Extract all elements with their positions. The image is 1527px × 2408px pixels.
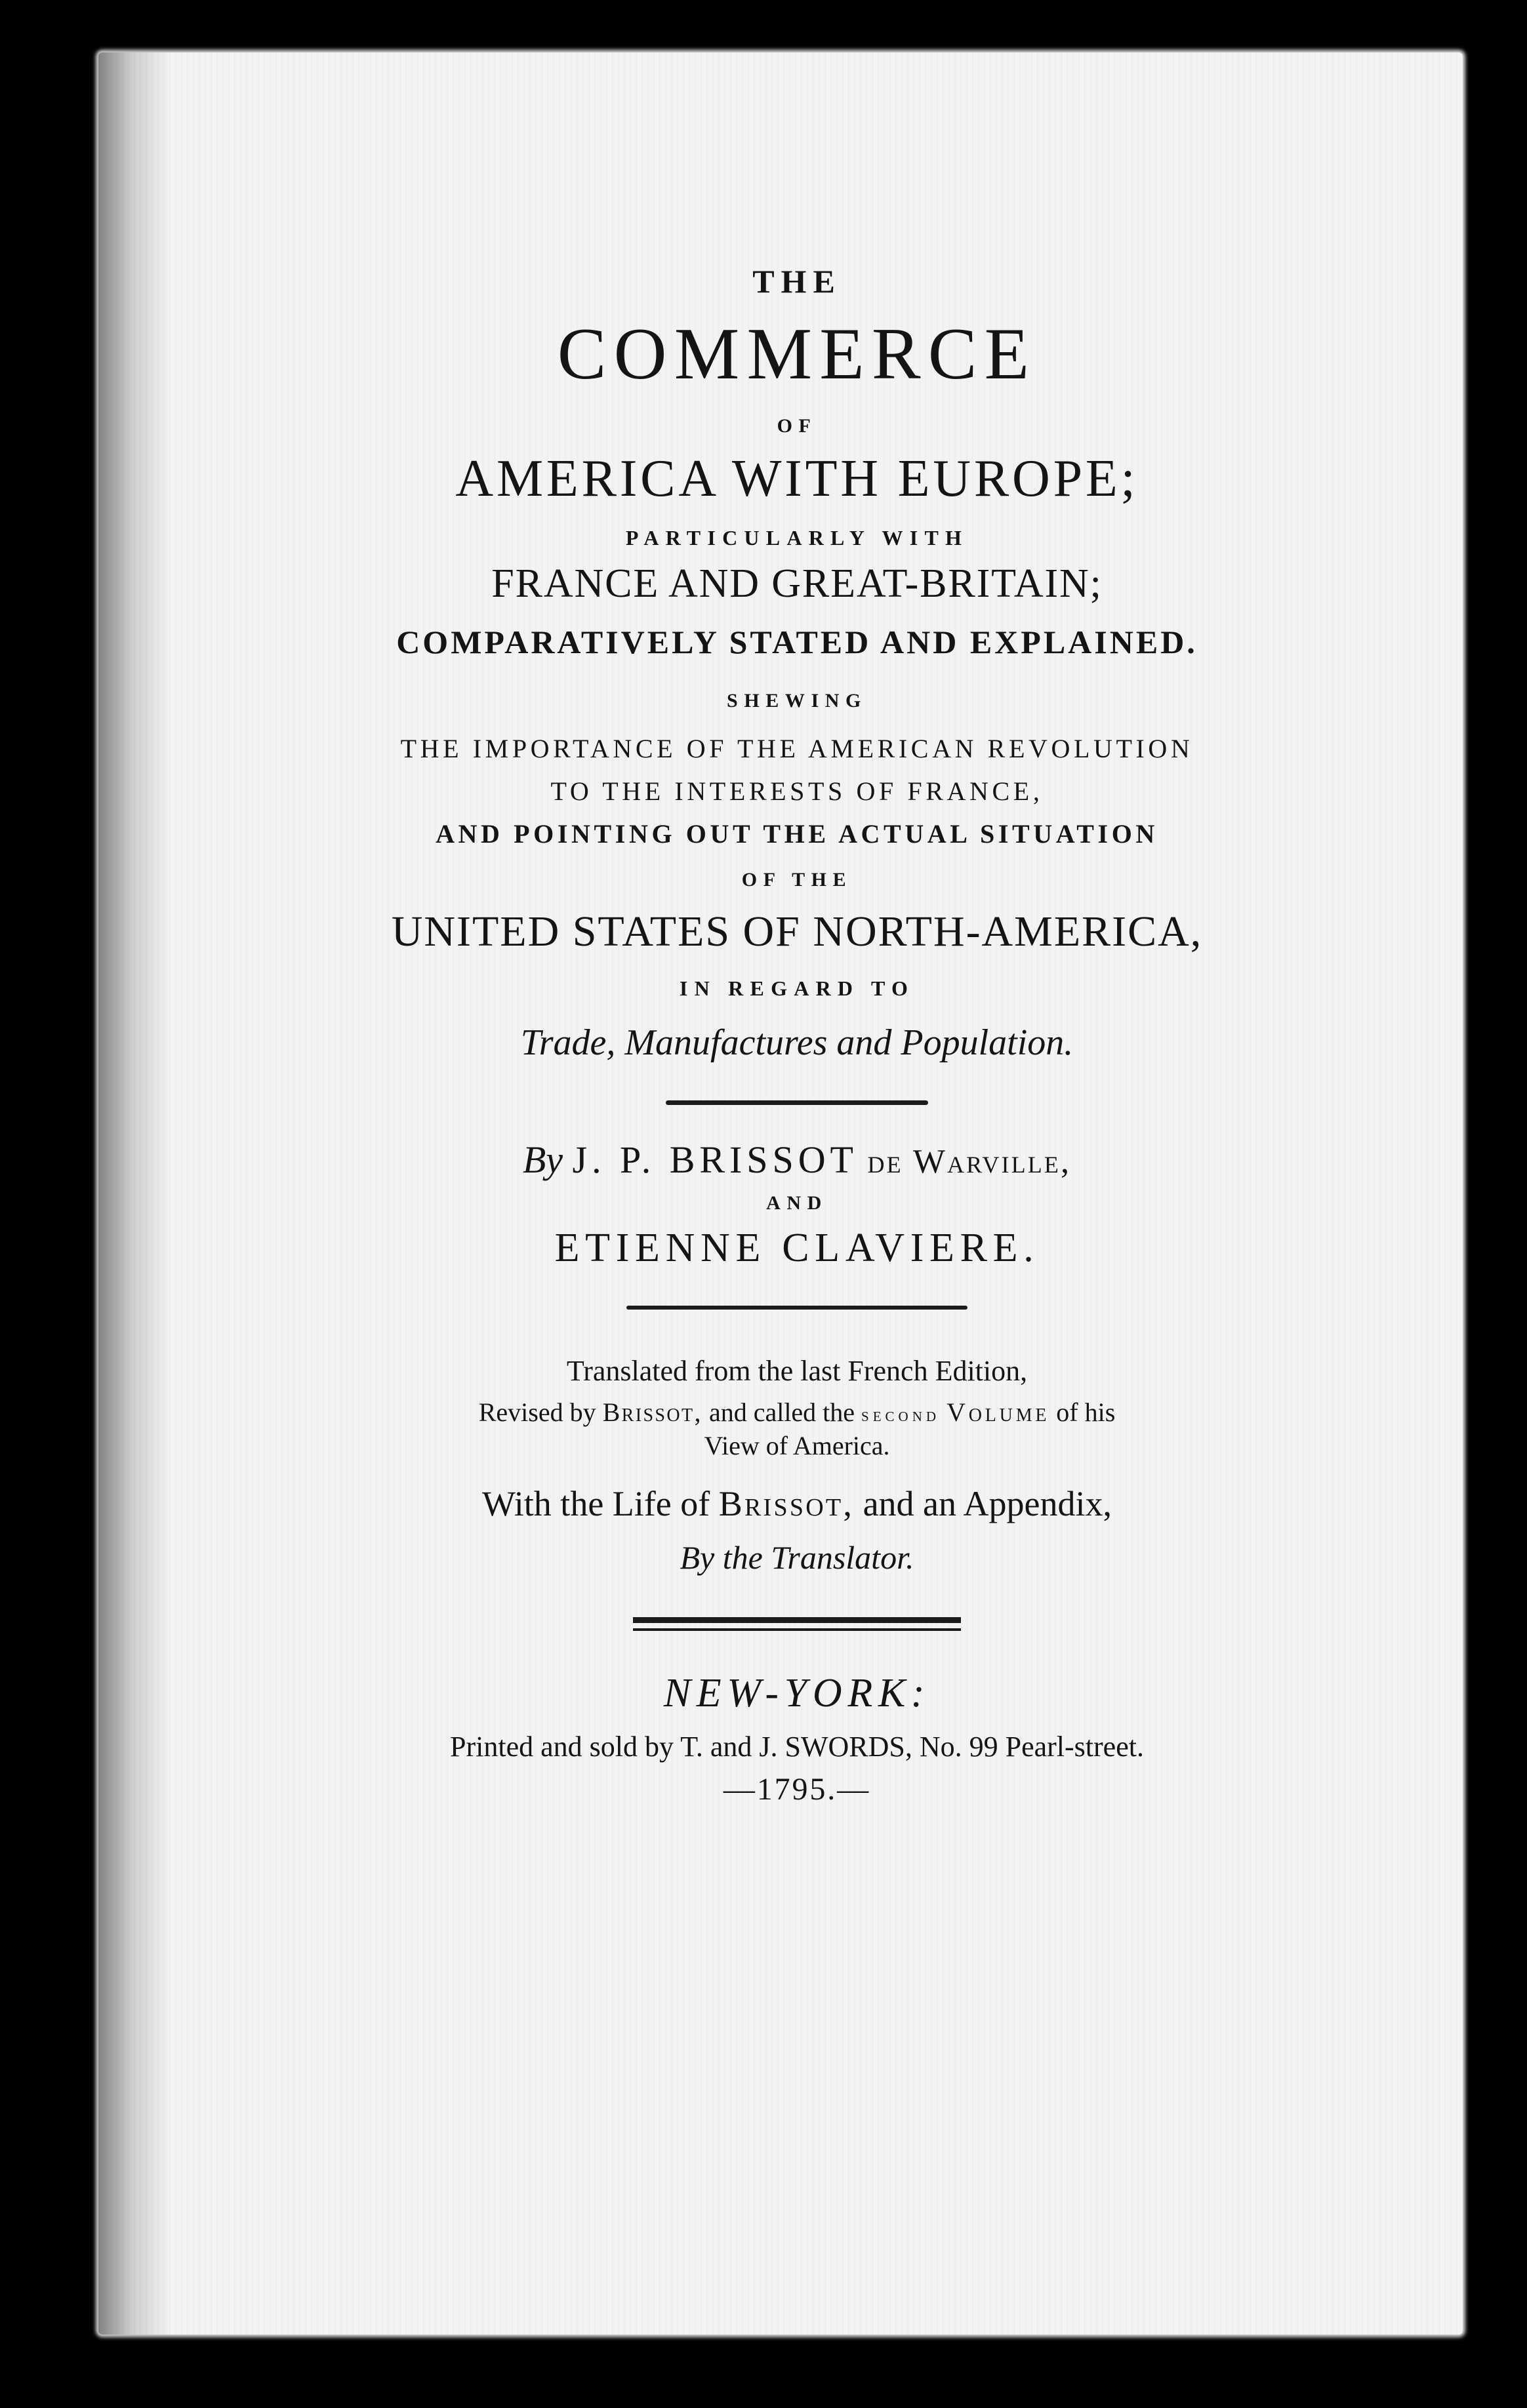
translated-line-3: View of America. [704, 1431, 890, 1460]
line-particularly-with: PARTICULARLY WITH [625, 526, 969, 550]
translated-revised-by: Revised by [478, 1397, 596, 1427]
translated-brissot: Brissot, [602, 1397, 702, 1427]
translated-called-the: and called the [708, 1397, 855, 1427]
author-brissot: J. P. BRISSOT [572, 1138, 858, 1181]
double-rule [633, 1617, 961, 1631]
line-france-and-great-britain: FRANCE AND GREAT-BRITAIN; [491, 561, 1103, 606]
line-comparatively-stated: COMPARATIVELY STATED AND EXPLAINED. [396, 624, 1198, 660]
imprint-printer: Printed and sold by T. and J. SWORDS, No. 99 Pearl-street. [450, 1731, 1144, 1763]
ornamental-rule-2 [626, 1306, 967, 1310]
ornamental-rule-1 [666, 1100, 928, 1105]
line-pointing-out-situation: AND POINTING OUT THE ACTUAL SITUATION [436, 819, 1158, 849]
line-interests-of-france: TO THE INTERESTS OF FRANCE, [550, 776, 1044, 806]
translated-second: second [861, 1404, 941, 1426]
title-page-text [275, 236, 1318, 1807]
author-by: By [522, 1138, 563, 1181]
line-in-regard-to: IN REGARD TO [679, 976, 915, 1000]
line-united-states: UNITED STATES OF NORTH-AMERICA, [391, 908, 1203, 955]
line-of-the: OF THE [741, 869, 853, 891]
translated-volume: Volume [947, 1397, 1050, 1427]
line-commerce: COMMERCE [557, 313, 1037, 395]
imprint-city: NEW-YORK: [663, 1671, 931, 1716]
line-importance-of-revolution: THE IMPORTANCE OF THE AMERICAN REVOLUTION [400, 734, 1194, 763]
life-and-appendix: and an Appendix, [863, 1484, 1112, 1523]
life-line [275, 1483, 1318, 1524]
author-de-warville: de Warville, [867, 1143, 1072, 1180]
life-with-the-life-of: With the Life of [482, 1484, 710, 1523]
life-brissot: Brissot, [718, 1484, 855, 1523]
translated-line-1: Translated from the last French Edition, [566, 1355, 1028, 1387]
imprint-year: —1795.— [723, 1772, 871, 1807]
line-trade-manufactures-population: Trade, Manufactures and Population. [520, 1022, 1074, 1063]
translated-of-his: of his [1056, 1397, 1116, 1427]
line-the: THE [752, 263, 842, 300]
author-claviere: ETIENNE CLAVIERE. [554, 1226, 1040, 1270]
line-of: OF [777, 415, 817, 437]
line-shewing: SHEWING [727, 690, 867, 712]
translated-line-2 [275, 1397, 1318, 1428]
line-america-with-europe: AMERICA WITH EUROPE; [455, 450, 1139, 508]
by-the-translator: By the Translator. [680, 1539, 914, 1576]
author-and: AND [766, 1192, 828, 1214]
author-line-1 [275, 1138, 1318, 1182]
